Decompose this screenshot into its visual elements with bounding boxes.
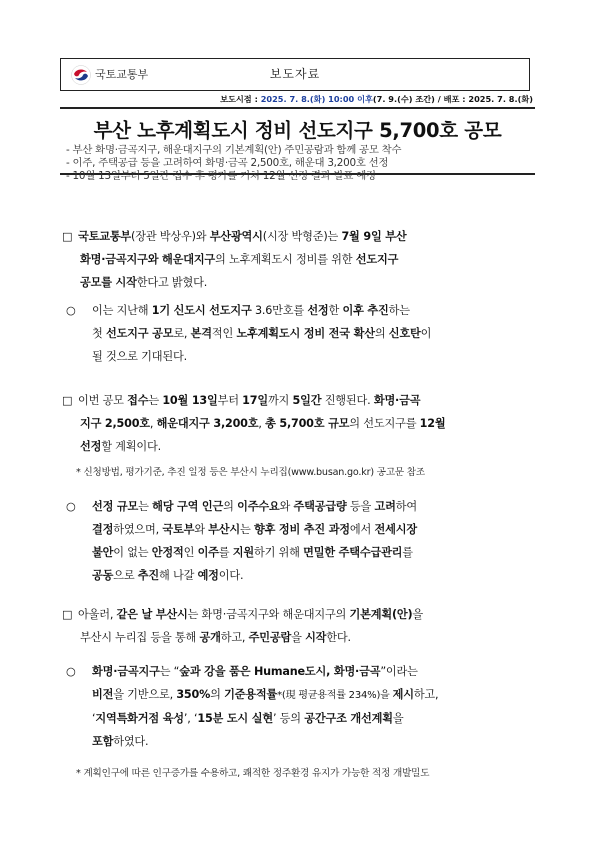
text-bold: 7월 9일 부산: [341, 230, 407, 243]
text: ‘: [92, 712, 96, 725]
text: 의: [374, 327, 389, 340]
footnote-application: * 신청방법, 평가기준, 추진 일정 등은 부산시 누리집(www.busan.go.kr) 공고문 참조: [76, 467, 425, 478]
subtitle-item: - 이주, 주택공급 등을 고려하여 화명·금곡 2,500호, 해운대 3,200호 선정: [66, 157, 389, 169]
text: ,: [149, 417, 157, 430]
embargo-label: 보도시점 :: [220, 94, 261, 104]
text-bold: 이주: [197, 546, 219, 559]
footnote-density: * 계획인구에 따른 인구증가를 수용하고, 쾌적한 정주환경 유지가 가능한 적정 개발밀도: [76, 768, 430, 779]
text: ,: [258, 417, 266, 430]
text-bold: 신호탄: [388, 327, 421, 340]
text-bold: 350%: [176, 688, 211, 701]
text: 이 없는: [113, 546, 152, 559]
text: 는: [240, 523, 254, 536]
text-bold: 주택공급량: [293, 500, 347, 513]
text-bold: 결정: [92, 523, 114, 536]
square-bullet: □: [62, 230, 73, 243]
ministry-name: 국토교통부: [95, 68, 149, 81]
text: 아울러,: [78, 608, 117, 621]
text: 적인: [211, 327, 237, 340]
text: 는 화명·금곡지구와 해운대지구의: [187, 608, 350, 621]
text-bold: 제시: [392, 688, 414, 701]
text: 하기 위해: [253, 546, 304, 559]
text: 등을: [346, 500, 375, 513]
text-bold: 공모를 시작: [80, 276, 137, 289]
text-bold: 선정: [307, 304, 329, 317]
text-bold: 화명·금곡: [373, 394, 421, 407]
text-bold: 지원: [232, 546, 254, 559]
text-bold: 15분 도시 실현: [197, 712, 273, 725]
text: 첫: [92, 327, 106, 340]
text: 를: [402, 546, 413, 559]
text: 부산시 누리집 등을 통해: [80, 631, 200, 644]
page-title: 부산 노후계획도시 정비 선도지구 5,700호 공모: [93, 119, 502, 142]
text-bold: 접수: [127, 394, 149, 407]
text: 이번 공모: [78, 394, 128, 407]
text: 에서: [349, 523, 375, 536]
paragraph-schedule: [62, 389, 540, 458]
text-bold: 5일간: [292, 394, 322, 407]
text-bold: 국토부: [162, 523, 195, 536]
text: ’ 등의: [272, 712, 305, 725]
text-bold: 기본계획(안): [349, 608, 413, 621]
text: 을: [291, 631, 306, 644]
text-bold: 향후 정비 추진 과정: [253, 523, 350, 536]
paragraph-announcement: [62, 225, 540, 294]
text: 이다.: [218, 569, 244, 582]
text-bold: 전세시장: [374, 523, 417, 536]
text-bold: 공간구조 개선계획: [304, 712, 393, 725]
text: ’, ‘: [183, 712, 198, 725]
text-bold: 지역특화거점 육성: [95, 712, 184, 725]
text: 한: [328, 304, 343, 317]
doc-type-label: 보도자료: [269, 67, 321, 81]
text: 하고,: [413, 688, 439, 701]
text: 하는: [388, 304, 410, 317]
text: 해 나갈: [159, 569, 198, 582]
text: 할 계획이다.: [101, 440, 161, 453]
subtitle-item: - 부산 화명·금곡지구, 해운대지구의 기본계획(안) 주민공람과 함께 공모 착수: [66, 144, 402, 156]
text-bold: 예정: [197, 569, 219, 582]
paragraph-significance: [66, 299, 544, 368]
text: 로,: [173, 327, 191, 340]
text-bold: 불안: [92, 546, 114, 559]
text-bold: 포함: [92, 735, 114, 748]
text-bold: 면밀한 주택수급관리: [303, 546, 403, 559]
title-box: [60, 107, 535, 182]
text: 을: [412, 608, 424, 621]
text-bold: 화명·금곡지구와 해운대지구: [80, 253, 216, 266]
text: 의 선도지구를: [349, 417, 420, 430]
paragraph-master-plan: [62, 603, 540, 649]
text-bold: 시작: [305, 631, 327, 644]
text: 인: [183, 546, 198, 559]
text-bold: 이후 추진: [342, 304, 389, 317]
text: 진행된다.: [321, 394, 374, 407]
embargo-line: [220, 94, 533, 105]
square-bullet: □: [62, 608, 73, 621]
text-bold: 총 5,700호 규모: [265, 417, 350, 430]
paragraph-selection-scale: [66, 495, 544, 587]
text: 이는 지난해: [92, 304, 152, 317]
distribution-date: / 배포 : 2025. 7. 8.(화): [434, 94, 533, 104]
text-bold: 지구 2,500호: [80, 417, 150, 430]
text-bold: 비전: [92, 688, 114, 701]
text-bold: 선정 규모: [92, 500, 139, 513]
text: (장관 박상우)와: [131, 230, 210, 243]
text-bold: 숲과 강을 품은 Humane도시, 화명·금곡: [179, 665, 381, 678]
text: *(現 평균용적률 234%)을: [277, 690, 393, 701]
text-bold: 공개: [199, 631, 221, 644]
text-bold: 주민공람: [248, 631, 292, 644]
text-bold: 선도지구 공모: [105, 327, 174, 340]
paragraph-hwamyeong-vision: [66, 660, 544, 753]
text-bold: 노후계획도시 정비 전국 확산: [236, 327, 375, 340]
text: 3.6만호를: [251, 304, 308, 317]
embargo-time: 2025. 7. 8.(화) 10:00 이후: [260, 94, 373, 104]
text: 한다.: [326, 631, 351, 644]
text: 는 “: [159, 665, 180, 678]
text: 으로: [113, 569, 138, 582]
text: 까지: [267, 394, 293, 407]
circle-bullet: ○: [66, 304, 76, 317]
text-bold: 선정: [80, 440, 102, 453]
text: ”이라는: [380, 665, 418, 678]
text-bold: 부산시: [208, 523, 240, 536]
text-bold: 이주수요: [237, 500, 280, 513]
text-bold: 1기 신도시 선도지구: [151, 304, 252, 317]
text: 한다고 밝혔다.: [136, 276, 208, 289]
text-bold: 안정적: [151, 546, 184, 559]
text-bold: 본격: [190, 327, 212, 340]
text: 를: [218, 546, 233, 559]
text-bold: 부산광역시: [209, 230, 263, 243]
text: 이: [420, 327, 432, 340]
text: 와: [279, 500, 294, 513]
square-bullet: □: [62, 394, 73, 407]
text: 을 기반으로,: [113, 688, 177, 701]
text-bold: 17일: [242, 394, 268, 407]
text: 의: [223, 500, 238, 513]
text-bold: 추진: [137, 569, 160, 582]
text-bold: 같은 날 부산시: [116, 608, 188, 621]
text-bold: 해운대지구 3,200호: [156, 417, 259, 430]
text: 하고,: [220, 631, 249, 644]
text-bold: 기준용적률: [224, 688, 278, 701]
subtitle-list: [66, 144, 528, 183]
text: 될 것으로 기대된다.: [92, 350, 187, 363]
text-bold: 12월: [419, 417, 446, 430]
text-bold: 화명·금곡지구: [92, 665, 160, 678]
subtitle-item: - 10월 13일부터 5일간 접수 후 평가를 거쳐 12월 선정 결과 발표 예정: [66, 170, 376, 182]
text: (시장 박형준)는: [262, 230, 342, 243]
circle-bullet: ○: [66, 500, 76, 513]
text-bold: 10월 13일: [162, 394, 218, 407]
text-bold: 공동: [92, 569, 114, 582]
text: 하였으며,: [113, 523, 163, 536]
text: 의: [210, 688, 225, 701]
text: 하였다.: [113, 735, 149, 748]
text: 부터: [217, 394, 243, 407]
text: 하여: [395, 500, 417, 513]
text-bold: 고려: [374, 500, 396, 513]
text-bold: 해당 구역 인근: [152, 500, 224, 513]
text: 을: [392, 712, 404, 725]
header-box: [60, 58, 530, 91]
text: 는: [148, 394, 163, 407]
text-bold: 국토교통부: [78, 230, 132, 243]
circle-bullet: ○: [66, 665, 76, 678]
text: 의 노후계획도시 정비를 위한: [215, 253, 356, 266]
text-bold: 선도지구: [355, 253, 399, 266]
text: 는: [138, 500, 153, 513]
text: 와: [194, 523, 209, 536]
embargo-paren: (7. 9.(수) 조간): [372, 94, 435, 104]
